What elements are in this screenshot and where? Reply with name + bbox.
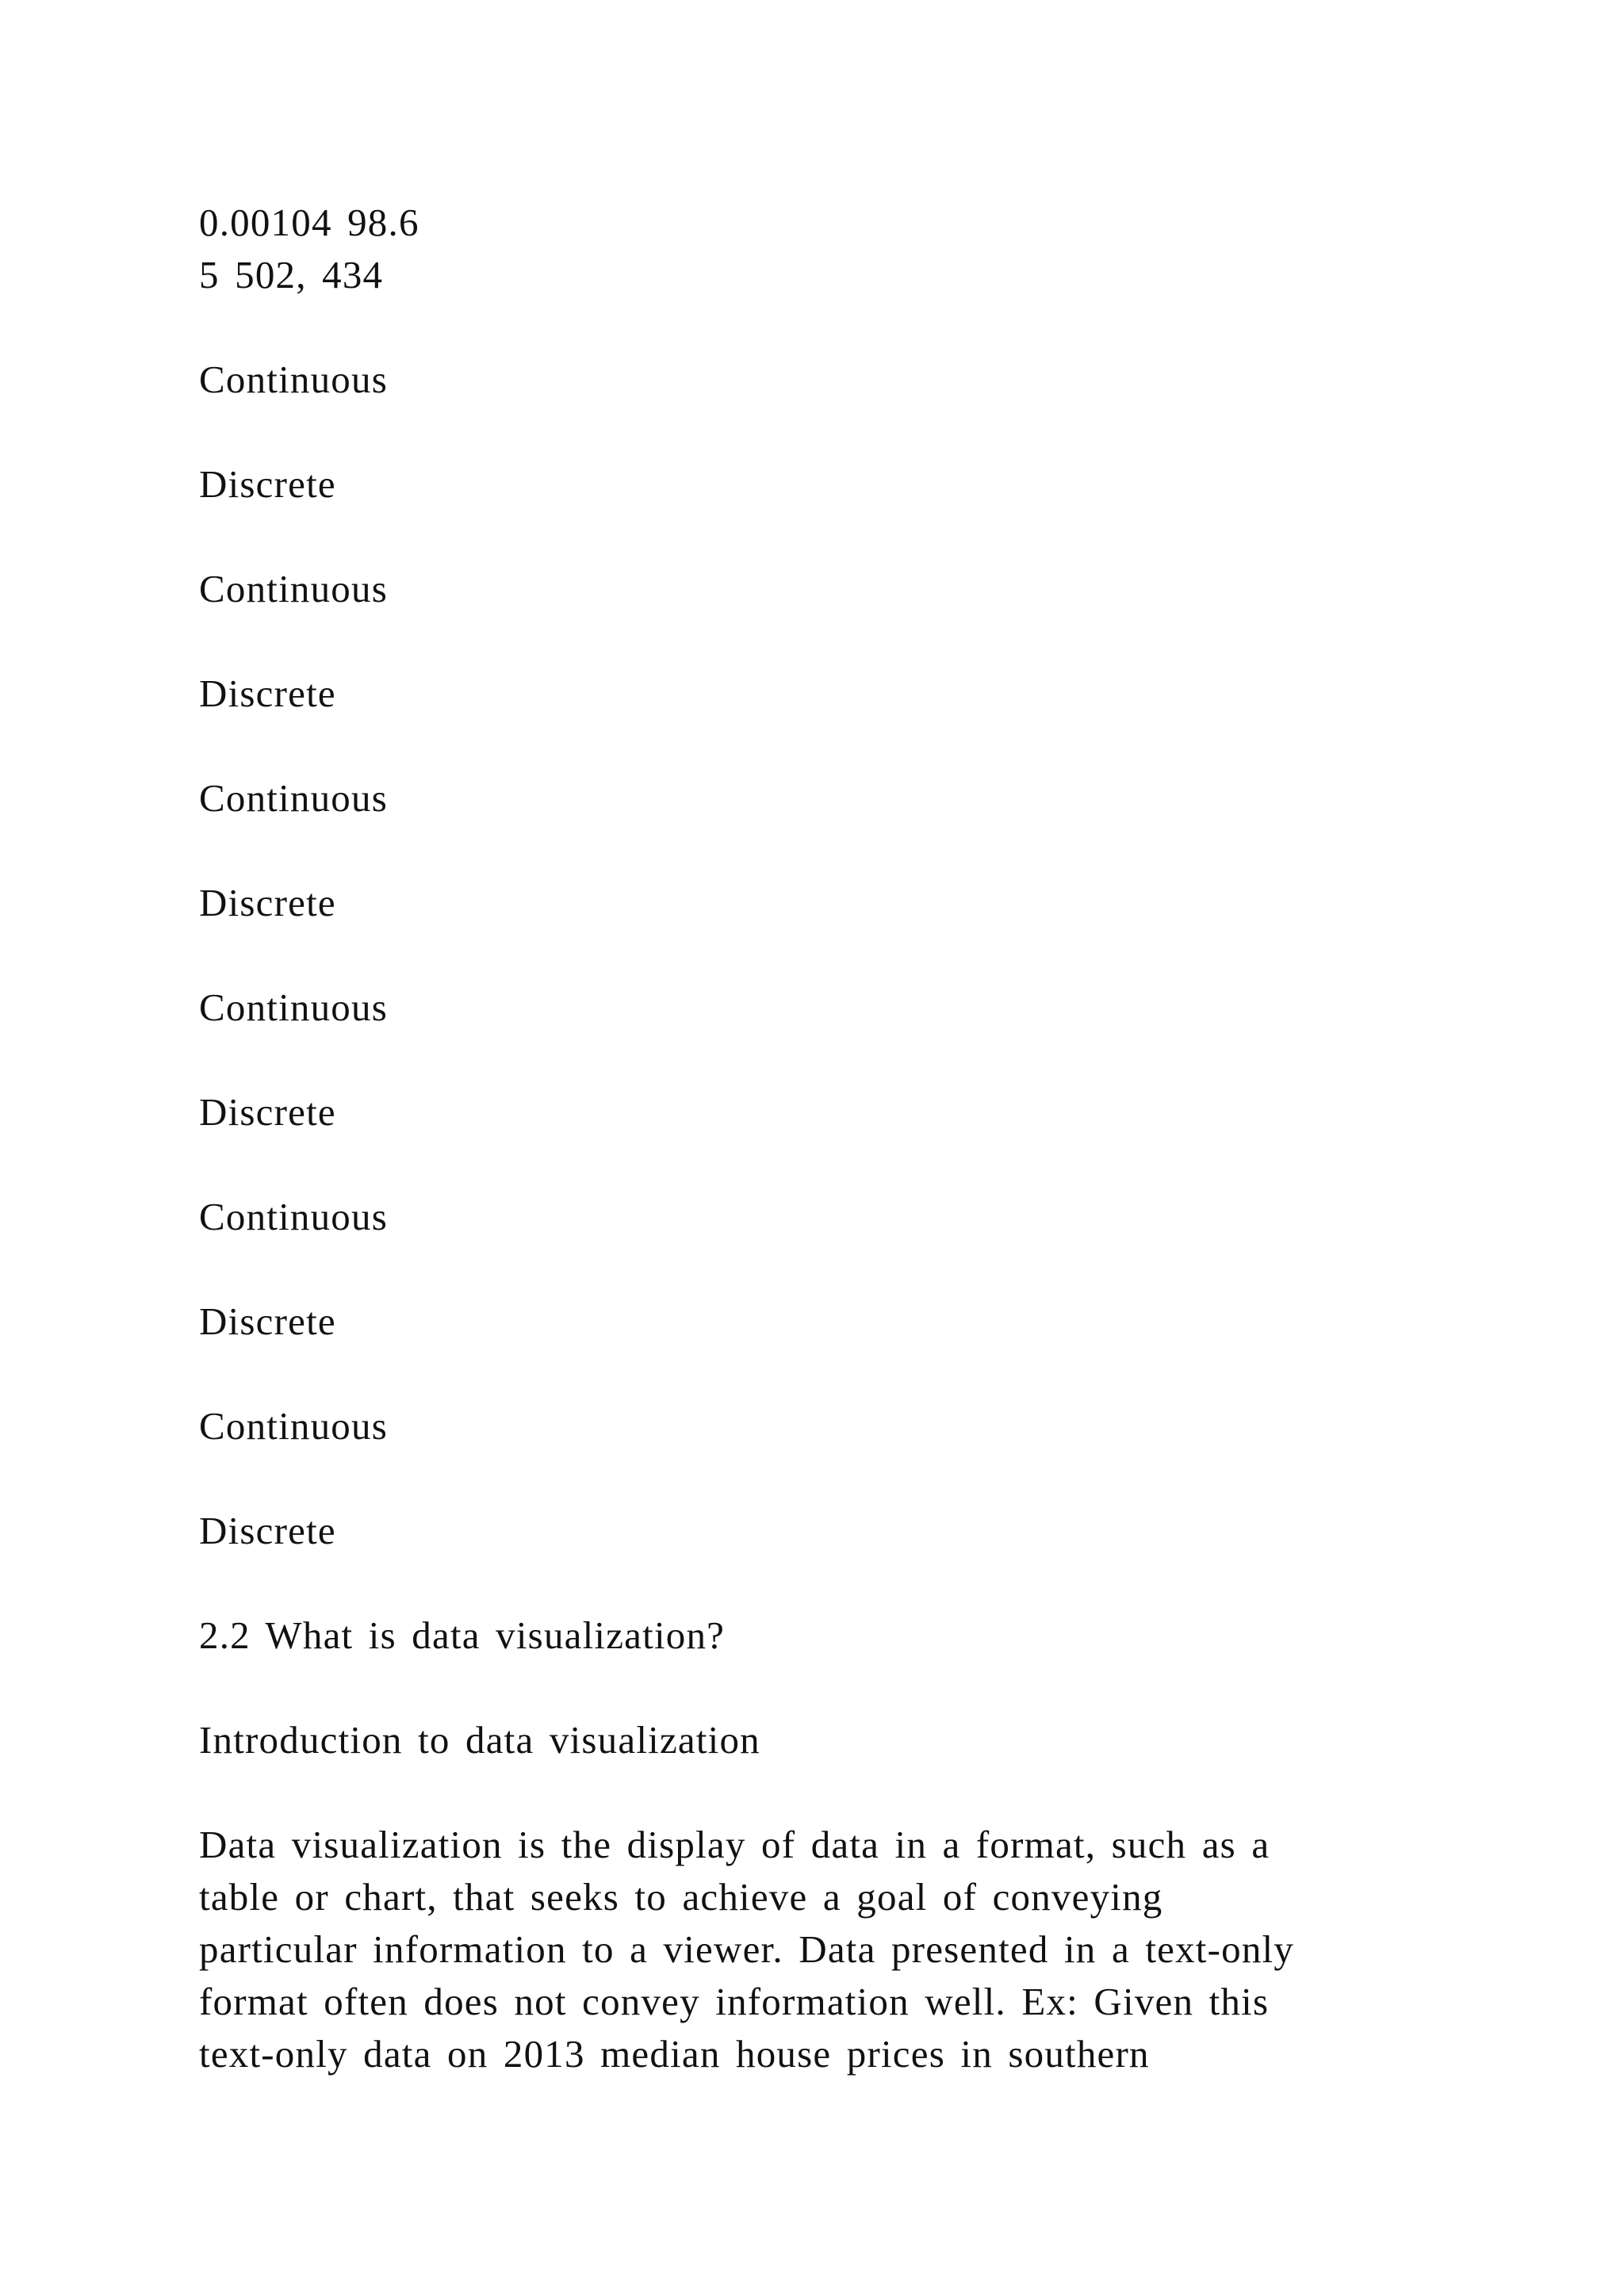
type-label-discrete: Discrete — [199, 881, 336, 924]
type-label-discrete: Discrete — [199, 672, 336, 715]
data-values-line-1: 0.00104 98.6 — [199, 201, 419, 244]
type-label-discrete: Discrete — [199, 462, 336, 506]
type-label-continuous: Continuous — [199, 358, 388, 401]
paragraph-line: text-only data on 2013 median house prices in southern — [199, 2032, 1150, 2076]
type-label-discrete: Discrete — [199, 1299, 336, 1343]
section-heading: 2.2 What is data visualization? — [199, 1613, 726, 1657]
type-label-discrete: Discrete — [199, 1509, 336, 1552]
type-label-discrete: Discrete — [199, 1090, 336, 1134]
paragraph-line: table or chart, that seeks to achieve a goal of conveying — [199, 1875, 1163, 1919]
type-label-continuous: Continuous — [199, 776, 388, 820]
type-label-continuous: Continuous — [199, 985, 388, 1029]
paragraph-line: particular information to a viewer. Data presented in a text-only — [199, 1927, 1295, 1971]
data-values-line-2: 5 502, 434 — [199, 253, 384, 297]
type-label-continuous: Continuous — [199, 1195, 388, 1238]
type-label-continuous: Continuous — [199, 567, 388, 610]
type-label-continuous: Continuous — [199, 1404, 388, 1448]
subheading: Introduction to data visualization — [199, 1718, 760, 1762]
paragraph-line: format often does not convey information well. Ex: Given this — [199, 1980, 1270, 2023]
paragraph-line: Data visualization is the display of data in a format, such as a — [199, 1823, 1270, 1866]
body-paragraph — [199, 1819, 1563, 2080]
